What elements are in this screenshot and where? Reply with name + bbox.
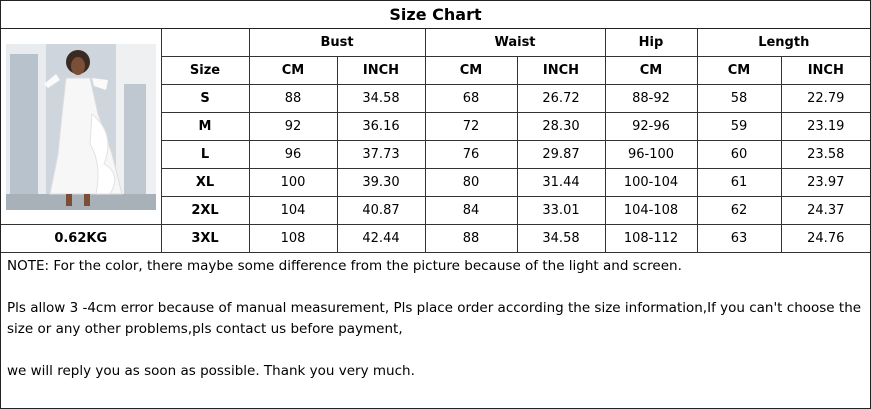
hip-header: Hip [605, 29, 697, 57]
unit-header: INCH [517, 57, 605, 85]
length-inch-cell: 23.97 [781, 169, 870, 197]
chart-title: Size Chart [1, 1, 870, 29]
bust-inch-cell: 37.73 [337, 141, 425, 169]
unit-header: CM [249, 57, 337, 85]
length-cm-cell: 61 [697, 169, 781, 197]
length-inch-cell: 24.76 [781, 225, 870, 253]
hip-cm-cell: 108-112 [605, 225, 697, 253]
waist-cm-cell: 68 [425, 85, 517, 113]
hip-cm-cell: 104-108 [605, 197, 697, 225]
note-reply: we will reply you as soon as possible. Thank you very much. [7, 363, 415, 379]
unit-header: CM [697, 57, 781, 85]
bust-cm-cell: 108 [249, 225, 337, 253]
size-table [1, 29, 870, 253]
size-cell: M [161, 113, 249, 141]
notes-section [1, 253, 870, 382]
bust-inch-cell: 36.16 [337, 113, 425, 141]
bust-cm-cell: 92 [249, 113, 337, 141]
note-color: NOTE: For the color, there maybe some difference from the picture because of the light and screen. [7, 258, 682, 274]
unit-header: CM [425, 57, 517, 85]
bust-inch-cell: 40.87 [337, 197, 425, 225]
header-group-row [1, 29, 870, 57]
size-header: Size [161, 57, 249, 85]
length-header: Length [697, 29, 870, 57]
waist-cm-cell: 72 [425, 113, 517, 141]
waist-inch-cell: 31.44 [517, 169, 605, 197]
bust-cm-cell: 100 [249, 169, 337, 197]
size-cell: 3XL [161, 225, 249, 253]
bust-inch-cell: 34.58 [337, 85, 425, 113]
waist-cm-cell: 84 [425, 197, 517, 225]
length-inch-cell: 24.37 [781, 197, 870, 225]
length-cm-cell: 59 [697, 113, 781, 141]
bust-header: Bust [249, 29, 425, 57]
product-photo-cell [1, 29, 161, 225]
hip-cm-cell: 88-92 [605, 85, 697, 113]
waist-inch-cell: 28.30 [517, 113, 605, 141]
bust-inch-cell: 39.30 [337, 169, 425, 197]
length-cm-cell: 60 [697, 141, 781, 169]
weight-cell: 0.62KG [1, 225, 161, 253]
length-cm-cell: 58 [697, 85, 781, 113]
unit-header: CM [605, 57, 697, 85]
hip-cm-cell: 100-104 [605, 169, 697, 197]
waist-inch-cell: 29.87 [517, 141, 605, 169]
size-cell: S [161, 85, 249, 113]
unit-header: INCH [337, 57, 425, 85]
waist-header: Waist [425, 29, 605, 57]
hip-cm-cell: 92-96 [605, 113, 697, 141]
length-inch-cell: 22.79 [781, 85, 870, 113]
waist-inch-cell: 34.58 [517, 225, 605, 253]
table-row [1, 225, 870, 253]
product-photo [6, 44, 156, 210]
spacer-cell [161, 29, 249, 57]
length-cm-cell: 62 [697, 197, 781, 225]
size-cell: XL [161, 169, 249, 197]
size-cell: 2XL [161, 197, 249, 225]
length-inch-cell: 23.19 [781, 113, 870, 141]
bust-cm-cell: 88 [249, 85, 337, 113]
note-measurement: Pls allow 3 -4cm error because of manual measurement, Pls place order according the size information,If you can't choose the size or any other problems,pls contact us before payment, [7, 300, 862, 337]
unit-header: INCH [781, 57, 870, 85]
waist-inch-cell: 33.01 [517, 197, 605, 225]
bust-cm-cell: 104 [249, 197, 337, 225]
length-cm-cell: 63 [697, 225, 781, 253]
length-inch-cell: 23.58 [781, 141, 870, 169]
waist-cm-cell: 76 [425, 141, 517, 169]
size-cell: L [161, 141, 249, 169]
waist-cm-cell: 80 [425, 169, 517, 197]
waist-inch-cell: 26.72 [517, 85, 605, 113]
bust-cm-cell: 96 [249, 141, 337, 169]
bust-inch-cell: 42.44 [337, 225, 425, 253]
hip-cm-cell: 96-100 [605, 141, 697, 169]
waist-cm-cell: 88 [425, 225, 517, 253]
